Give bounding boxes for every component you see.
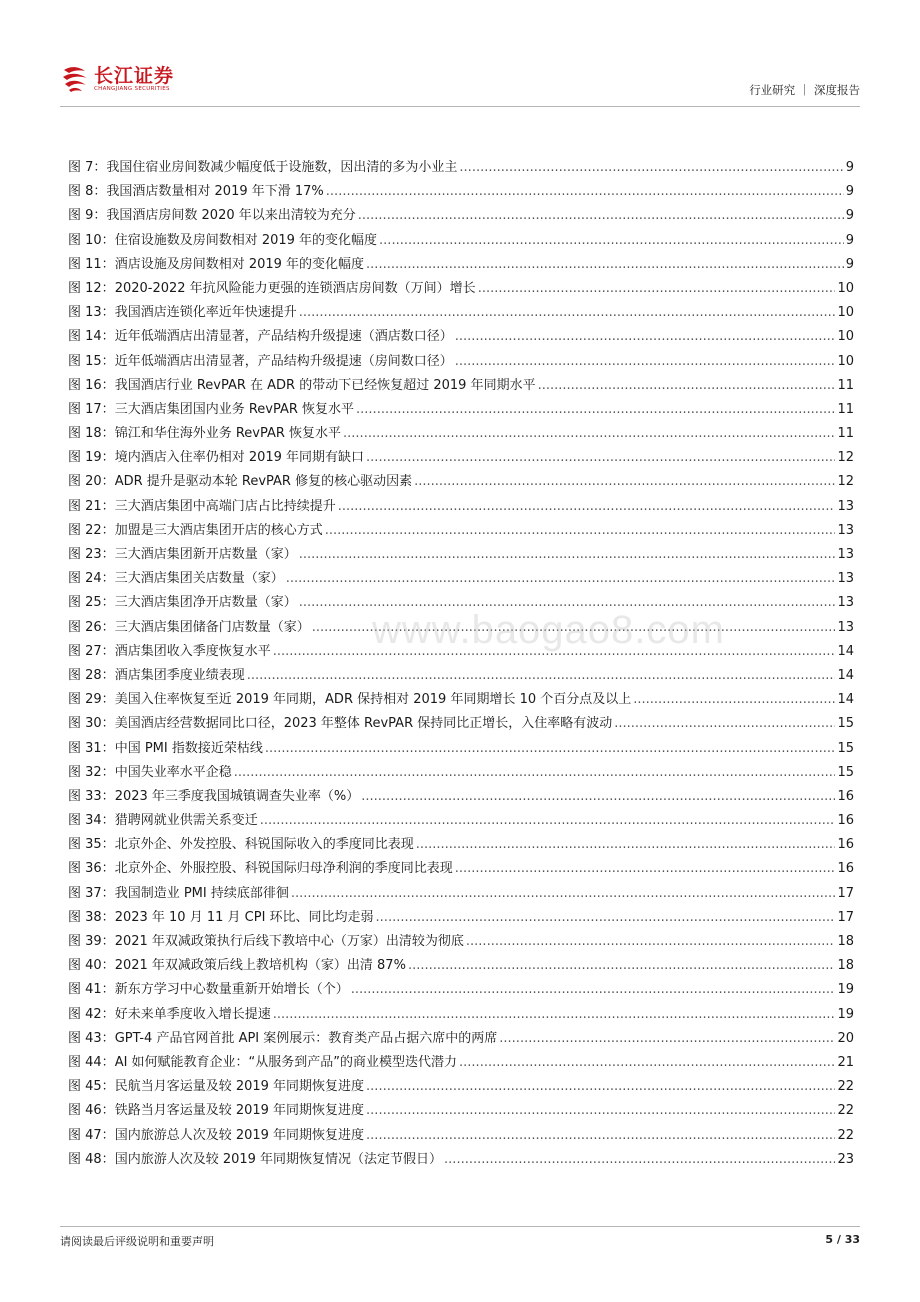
figure-title: 北京外企、外发控股、科锐国际收入的季度同比表现	[114, 837, 414, 853]
figure-title: 中国 PMI 指数接近荣枯线	[114, 740, 263, 756]
figure-number: 图 47：	[68, 1127, 115, 1143]
page-header	[60, 62, 860, 104]
figure-number: 图 31：	[68, 740, 115, 756]
dot-leader	[260, 813, 836, 829]
toc-entry[interactable]	[68, 354, 854, 378]
figure-number: 图 27：	[68, 643, 115, 659]
page-ref: 19	[837, 1006, 854, 1022]
dot-leader	[414, 474, 835, 490]
figure-title: 三大酒店集团中高端门店占比持续提升	[114, 498, 336, 514]
page-ref: 16	[837, 861, 854, 877]
dot-leader	[299, 547, 836, 563]
figure-number: 图 9：	[68, 208, 107, 224]
figure-title: ADR 提升是驱动本轮 RevPAR 修复的核心驱动因素	[114, 474, 413, 490]
toc-entry[interactable]	[68, 281, 854, 305]
dot-leader	[366, 1128, 835, 1144]
dot-leader	[356, 402, 835, 418]
figure-number: 图 32：	[68, 764, 115, 780]
page-ref: 13	[837, 547, 854, 562]
figure-number: 图 43：	[68, 1030, 115, 1046]
figure-title: 铁路当月客运量及较 2019 年同期恢复进度	[114, 1103, 365, 1119]
dot-leader	[291, 886, 836, 902]
toc-entry[interactable]	[68, 861, 854, 885]
figure-number: 图 13：	[68, 305, 115, 321]
figure-number: 图 17：	[68, 401, 115, 417]
figure-number: 图 11：	[68, 256, 115, 272]
toc-entry[interactable]	[68, 1055, 854, 1079]
dot-leader	[455, 354, 836, 370]
figure-number: 图 36：	[68, 861, 115, 877]
page-ref: 10	[837, 353, 854, 369]
figure-title: 2020-2022 年抗风险能力更强的连锁酒店房间数（万间）增长	[114, 280, 476, 296]
dot-leader	[478, 281, 836, 297]
page-ref: 13	[837, 522, 854, 538]
dot-leader	[459, 160, 843, 176]
figure-title: 三大酒店集团关店数量（家）	[114, 571, 284, 587]
figure-number: 图 41：	[68, 982, 115, 998]
dot-leader	[455, 861, 836, 877]
toc-entry[interactable]	[68, 1031, 854, 1055]
figure-number: 图 16：	[68, 377, 115, 393]
figure-title: 近年低端酒店出清显著，产品结构升级提速（房间数口径）	[114, 353, 453, 369]
dot-leader	[326, 184, 844, 200]
figure-title: 酒店集团季度业绩表现	[114, 667, 245, 683]
dot-leader	[247, 668, 836, 684]
page-ref: 22	[837, 1079, 854, 1095]
page-ref: 9	[845, 232, 854, 248]
toc-entry[interactable]	[68, 934, 854, 958]
page-ref: 15	[837, 740, 854, 756]
dot-leader	[234, 765, 836, 781]
report-section-label: 行业研究 ｜ 深度报告	[749, 83, 860, 97]
figure-number: 图 45：	[68, 1079, 115, 1095]
figure-number: 图 7：	[68, 160, 107, 175]
dot-leader	[286, 571, 836, 587]
toc-entry[interactable]	[68, 523, 854, 547]
figure-number: 图 19：	[68, 450, 115, 466]
figure-title: 新东方学习中心数量重新开始增长（个）	[114, 982, 349, 998]
page-ref: 23	[837, 1151, 854, 1167]
figure-title: 民航当月客运量及较 2019 年同期恢复进度	[114, 1079, 365, 1095]
dot-leader	[366, 257, 844, 273]
company-logo	[60, 64, 174, 94]
dot-leader	[358, 208, 844, 224]
figure-title: 我国制造业 PMI 持续底部徘徊	[114, 885, 289, 901]
figure-number: 图 18：	[68, 426, 115, 442]
page-ref: 9	[845, 160, 854, 175]
figure-number: 图 37：	[68, 885, 115, 901]
page-ref: 12	[837, 450, 854, 466]
dot-leader	[379, 233, 844, 249]
figure-number: 图 34：	[68, 813, 115, 829]
dot-leader	[444, 1152, 835, 1168]
figure-title: 酒店集团收入季度恢复水平	[114, 643, 271, 659]
figure-number: 图 24：	[68, 571, 115, 587]
figure-title: 三大酒店集团国内业务 RevPAR 恢复水平	[114, 401, 355, 417]
figure-title: 近年低端酒店出清显著，产品结构升级提速（酒店数口径）	[114, 329, 453, 345]
logo-english-name: CHANGJIANG SECURITIES	[94, 85, 170, 92]
toc-entry[interactable]	[68, 1079, 854, 1103]
dot-leader	[455, 329, 836, 345]
page-ref: 14	[837, 667, 854, 683]
figure-title: 国内旅游人次及较 2019 年同期恢复情况（法定节假日）	[114, 1151, 443, 1167]
figure-title: 2021 年双减政策后线上教培机构（家）出清 87%	[114, 958, 406, 974]
figure-title: 三大酒店集团新开店数量（家）	[114, 547, 297, 562]
dot-leader	[366, 450, 835, 466]
page-ref: 9	[845, 208, 854, 224]
toc-entry[interactable]	[68, 378, 854, 402]
toc-entry[interactable]	[68, 668, 854, 692]
figure-title: 加盟是三大酒店集团开店的核心方式	[114, 522, 323, 538]
dot-leader	[338, 499, 836, 515]
figure-number: 图 25：	[68, 595, 115, 611]
dot-leader	[343, 426, 835, 442]
toc-entry[interactable]	[68, 184, 854, 208]
page-ref: 20	[837, 1030, 854, 1046]
dot-leader	[325, 523, 836, 539]
figure-title: 三大酒店集团储备门店数量（家）	[114, 619, 310, 635]
page-ref: 14	[837, 643, 854, 659]
figure-number: 图 23：	[68, 547, 115, 562]
toc-entry[interactable]	[68, 450, 854, 474]
dot-leader	[459, 1055, 835, 1071]
figure-list	[68, 160, 854, 1176]
figure-title: 美国酒店经营数据同比口径，2023 年整体 RevPAR 保持同比正增长，入住率略有波动	[114, 716, 613, 732]
footer-disclaimer: 请阅读最后评级说明和重要声明	[60, 1235, 214, 1248]
page-ref: 11	[837, 401, 854, 417]
toc-entry[interactable]	[68, 402, 854, 426]
figure-number: 图 33：	[68, 788, 115, 804]
toc-entry[interactable]	[68, 233, 854, 257]
toc-entry[interactable]	[68, 813, 854, 837]
page-ref: 17	[837, 885, 854, 901]
page-ref: 14	[837, 692, 854, 708]
page-ref: 13	[837, 571, 854, 587]
dot-leader	[273, 1007, 836, 1023]
page-ref: 9	[845, 184, 854, 200]
dot-leader	[265, 741, 836, 757]
figure-title: 三大酒店集团净开店数量（家）	[114, 595, 297, 611]
toc-entry[interactable]	[68, 329, 854, 353]
dot-leader	[633, 692, 835, 708]
page-ref: 16	[837, 837, 854, 853]
page-ref: 10	[837, 305, 854, 321]
toc-entry[interactable]	[68, 765, 854, 789]
figure-number: 图 40：	[68, 958, 115, 974]
figure-title: 酒店设施及房间数相对 2019 年的变化幅度	[114, 256, 365, 272]
toc-entry[interactable]	[68, 257, 854, 281]
toc-entry[interactable]	[68, 474, 854, 498]
toc-entry[interactable]	[68, 547, 854, 571]
figure-number: 图 26：	[68, 619, 115, 635]
page-ref: 21	[837, 1054, 854, 1070]
figure-number: 图 28：	[68, 667, 115, 683]
toc-entry[interactable]	[68, 982, 854, 1006]
figure-number: 图 42：	[68, 1006, 115, 1022]
toc-entry[interactable]	[68, 789, 854, 813]
figure-number: 图 14：	[68, 329, 115, 345]
page-number: 5 / 33	[825, 1233, 860, 1246]
page-ref: 11	[837, 377, 854, 393]
figure-number: 图 20：	[68, 474, 115, 490]
figure-number: 图 38：	[68, 909, 115, 925]
figure-title: GPT-4 产品官网首批 API 案例展示：教育类产品占据六席中的两席	[114, 1030, 498, 1046]
logo-mark-icon	[60, 64, 90, 94]
dot-leader	[299, 305, 836, 321]
toc-entry[interactable]	[68, 910, 854, 934]
figure-number: 图 39：	[68, 934, 115, 949]
toc-entry[interactable]	[68, 426, 854, 450]
toc-entry[interactable]	[68, 958, 854, 982]
toc-entry[interactable]	[68, 1152, 854, 1176]
page-ref: 19	[837, 982, 854, 998]
page-ref: 22	[837, 1127, 854, 1143]
toc-entry[interactable]	[68, 692, 854, 716]
figure-title: 住宿设施数及房间数相对 2019 年的变化幅度	[114, 232, 378, 248]
page-ref: 18	[837, 958, 854, 974]
toc-entry[interactable]	[68, 499, 854, 523]
figure-number: 图 48：	[68, 1151, 115, 1167]
figure-number: 图 22：	[68, 522, 115, 538]
page-ref: 10	[837, 280, 854, 296]
figure-title: 境内酒店入住率仍相对 2019 年同期有缺口	[114, 450, 365, 466]
page-ref: 10	[837, 329, 854, 345]
dot-leader	[366, 1079, 835, 1095]
toc-entry[interactable]	[68, 1128, 854, 1152]
figure-title: 我国酒店行业 RevPAR 在 ADR 的带动下已经恢复超过 2019 年同期水平	[114, 377, 536, 393]
toc-entry[interactable]	[68, 716, 854, 740]
dot-leader	[366, 1103, 835, 1119]
dot-leader	[351, 982, 836, 998]
toc-entry[interactable]	[68, 741, 854, 765]
figure-number: 图 15：	[68, 353, 115, 369]
logo-chinese-name: 长江证券	[94, 64, 175, 87]
figure-number: 图 21：	[68, 498, 115, 514]
page-ref: 17	[837, 909, 854, 925]
page-ref: 16	[837, 813, 854, 829]
figure-title: 猎聘网就业供需关系变迁	[114, 813, 258, 829]
figure-title: 好未来单季度收入增长提速	[114, 1006, 271, 1022]
toc-entry[interactable]	[68, 1007, 854, 1031]
figure-number: 图 30：	[68, 716, 115, 732]
dot-leader	[376, 910, 836, 926]
dot-leader	[361, 789, 835, 805]
dot-leader	[614, 716, 835, 732]
dot-leader	[408, 958, 836, 974]
toc-entry[interactable]	[68, 208, 854, 232]
figure-title: 国内旅游总人次及较 2019 年同期恢复进度	[114, 1127, 365, 1143]
page-ref: 22	[837, 1103, 854, 1119]
figure-title: 我国酒店连锁化率近年快速提升	[114, 305, 297, 321]
figure-number: 图 46：	[68, 1103, 115, 1119]
figure-number: 图 35：	[68, 837, 115, 853]
page-ref: 11	[837, 426, 854, 442]
figure-number: 图 29：	[68, 692, 115, 708]
figure-title: 2023 年 10 月 11 月 CPI 环比、同比均走弱	[114, 909, 374, 925]
page-ref: 9	[845, 256, 854, 272]
figure-number: 图 8：	[68, 184, 107, 200]
figure-title: 2021 年双减政策执行后线下教培中心（万家）出清较为彻底	[114, 934, 464, 949]
dot-leader	[499, 1031, 835, 1047]
figure-title: 美国入住率恢复至近 2019 年同期，ADR 保持相对 2019 年同期增长 10 个百分点及以上	[114, 692, 632, 708]
page-ref: 12	[837, 474, 854, 490]
figure-title: 2023 年三季度我国城镇调查失业率（%）	[114, 788, 360, 804]
toc-entry[interactable]	[68, 1103, 854, 1127]
figure-number: 图 44：	[68, 1054, 115, 1070]
figure-title: AI 如何赋能教育企业：“从服务到产品”的商业模型迭代潜力	[114, 1054, 458, 1070]
figure-title: 中国失业率水平企稳	[114, 764, 232, 780]
page-ref: 13	[837, 498, 854, 514]
dot-leader	[466, 934, 836, 950]
page-ref: 15	[837, 764, 854, 780]
page-ref: 18	[837, 934, 854, 949]
toc-entry[interactable]	[68, 837, 854, 861]
toc-entry[interactable]	[68, 571, 854, 595]
toc-entry[interactable]	[68, 160, 854, 184]
figure-number: 图 12：	[68, 280, 115, 296]
watermark: www.baogao8.com	[372, 608, 725, 652]
figure-title: 我国酒店数量相对 2019 年下滑 17%	[106, 184, 324, 200]
page-ref: 13	[837, 619, 854, 635]
page-ref: 13	[837, 595, 854, 611]
figure-title: 我国住宿业房间数减少幅度低于设施数，因出清的多为小业主	[106, 160, 458, 175]
dot-leader	[416, 837, 836, 853]
dot-leader	[538, 378, 836, 394]
header-divider	[60, 106, 860, 107]
figure-number: 图 10：	[68, 232, 115, 248]
page-ref: 16	[837, 788, 854, 804]
figure-title: 锦江和华住海外业务 RevPAR 恢复水平	[114, 426, 342, 442]
toc-entry[interactable]	[68, 886, 854, 910]
figure-title: 我国酒店房间数 2020 年以来出清较为充分	[106, 208, 356, 224]
toc-entry[interactable]	[68, 305, 854, 329]
page-ref: 15	[837, 716, 854, 732]
figure-title: 北京外企、外服控股、科锐国际归母净利润的季度同比表现	[114, 861, 453, 877]
footer-divider	[60, 1226, 860, 1227]
